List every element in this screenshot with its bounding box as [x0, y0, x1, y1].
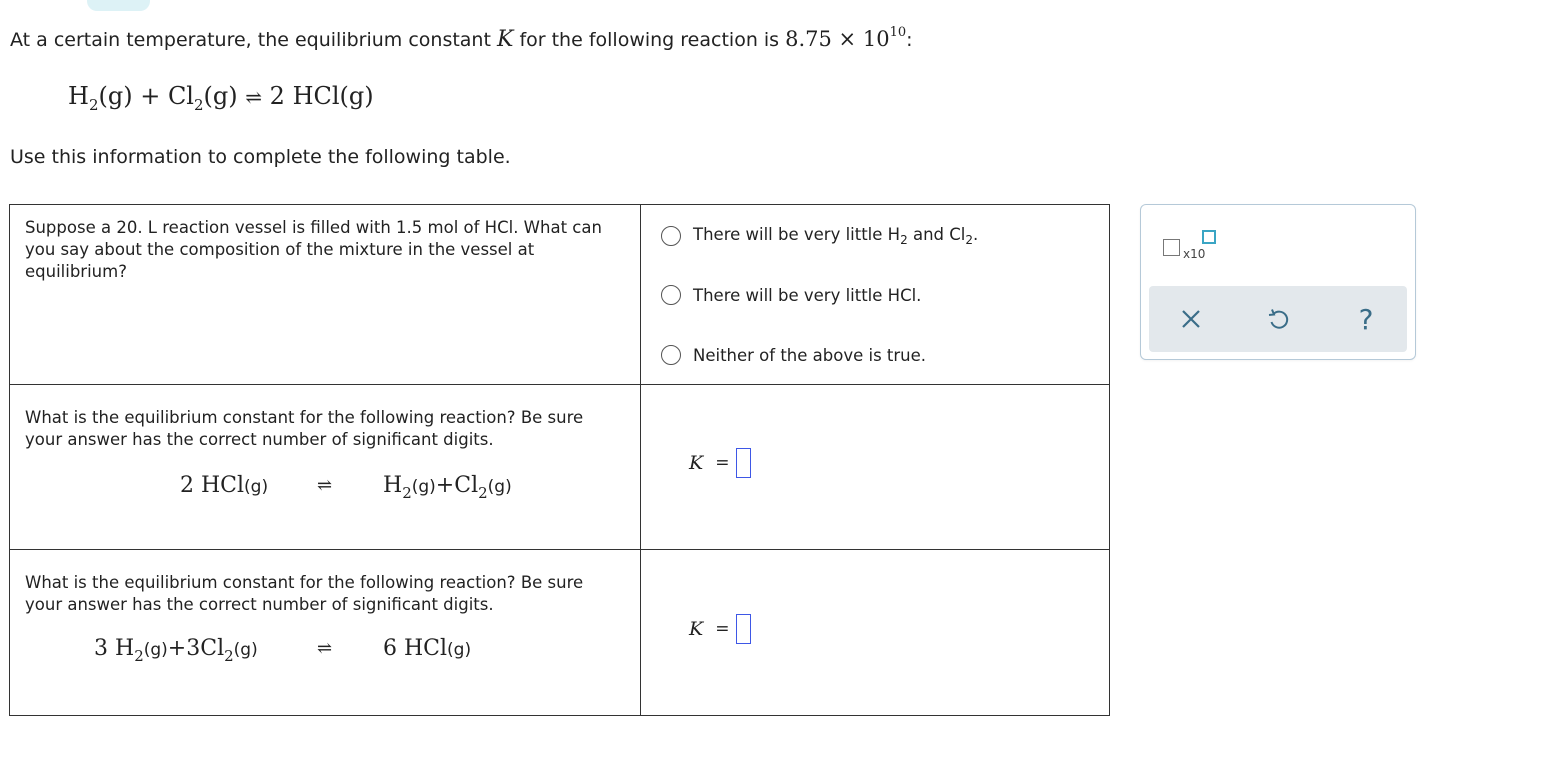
radio-button[interactable] — [661, 226, 681, 246]
main-reaction — [68, 82, 374, 114]
intro-colon: : — [906, 29, 913, 51]
option-neither[interactable] — [661, 345, 926, 365]
question-2-text: What is the equilibrium constant for the following reaction? Be sure your answer has the correct number of significant digits. — [25, 408, 584, 449]
radio-button[interactable] — [661, 345, 681, 365]
close-icon — [1180, 308, 1202, 330]
option-2-label: There will be very little HCl. — [693, 285, 922, 305]
question-1-text: Suppose a 20. L reaction vessel is filled with 1.5 mol of HCl. What can you say about the composition of the mixture in the vessel at equilibrium? — [25, 218, 602, 281]
intro-exponent: 10 — [889, 24, 907, 40]
rxn-cl-phase: (g) — [203, 82, 238, 110]
tool-bar — [1149, 286, 1407, 352]
intro-text — [10, 24, 913, 52]
intro-mantissa: 8.75 × 10 — [785, 27, 890, 51]
reaction-2-left: 2 HCl(g) — [180, 473, 269, 498]
option-3-label: Neither of the above is true. — [693, 345, 927, 365]
reaction-3-left: 3 $H_2(g)+3Cl_2(g)$ — [94, 636, 258, 665]
k-label: K — [689, 452, 704, 474]
equilibrium-arrow-icon: ⇌ — [317, 475, 333, 496]
rxn-h-sub: 2 — [88, 96, 99, 114]
answer-cell-3 — [641, 550, 1110, 716]
help-button[interactable] — [1352, 302, 1380, 336]
k-answer-input[interactable] — [736, 614, 751, 644]
reaction-3 — [10, 636, 640, 676]
intro-mid: for the following reaction is — [513, 29, 786, 51]
intro-before: At a certain temperature, the equilibrium constant — [10, 29, 497, 51]
option-little-hcl[interactable] — [661, 285, 921, 305]
reaction-2-right: $H_2(g)+Cl_2(g)$ — [383, 473, 512, 502]
question-cell-3 — [10, 550, 641, 716]
answer-cell-1 — [641, 205, 1110, 385]
option-little-h2-cl2[interactable] — [661, 225, 978, 247]
question-cell-2 — [10, 385, 641, 550]
option-1-label: There will be very little $H_2$ and $Cl_2$. — [693, 225, 979, 247]
k-answer-row-3 — [689, 614, 751, 644]
equals-sign: = — [715, 619, 730, 639]
help-icon: ? — [1358, 302, 1374, 336]
intro-k-symbol: K — [496, 27, 514, 52]
k-answer-row-2 — [689, 448, 751, 478]
undo-icon — [1266, 307, 1290, 331]
question-table — [9, 204, 1110, 716]
radio-button[interactable] — [661, 285, 681, 305]
reaction-3-right: 6 HCl(g) — [383, 636, 472, 661]
clear-button[interactable] — [1177, 305, 1205, 333]
undo-button[interactable] — [1264, 305, 1292, 333]
rxn-cl-sub: 2 — [193, 96, 204, 114]
base-box-icon — [1163, 239, 1180, 256]
rxn-h-phase: (g) + Cl — [98, 82, 194, 110]
rxn-h: H — [68, 82, 89, 110]
top-tab-button[interactable] — [87, 0, 150, 11]
answer-cell-2 — [641, 385, 1110, 550]
k-answer-input[interactable] — [736, 448, 751, 478]
exponent-box-icon — [1202, 230, 1216, 244]
rxn-product: 2 HCl(g) — [269, 82, 374, 110]
reaction-2 — [10, 473, 640, 513]
question-3-text: What is the equilibrium constant for the following reaction? Be sure your answer has the correct number of significant digits. — [25, 573, 584, 614]
math-tool-panel — [1140, 204, 1416, 360]
instruction-text: Use this information to complete the following table. — [10, 146, 511, 168]
equals-sign: = — [715, 453, 730, 473]
x10-exponent-button[interactable] — [1163, 229, 1223, 261]
equilibrium-arrow-icon: ⇌ — [317, 638, 333, 659]
equilibrium-arrow-icon: ⇌ — [245, 85, 263, 109]
question-cell-1 — [10, 205, 641, 385]
x10-label: x10 — [1183, 247, 1206, 261]
k-label: K — [689, 618, 704, 640]
